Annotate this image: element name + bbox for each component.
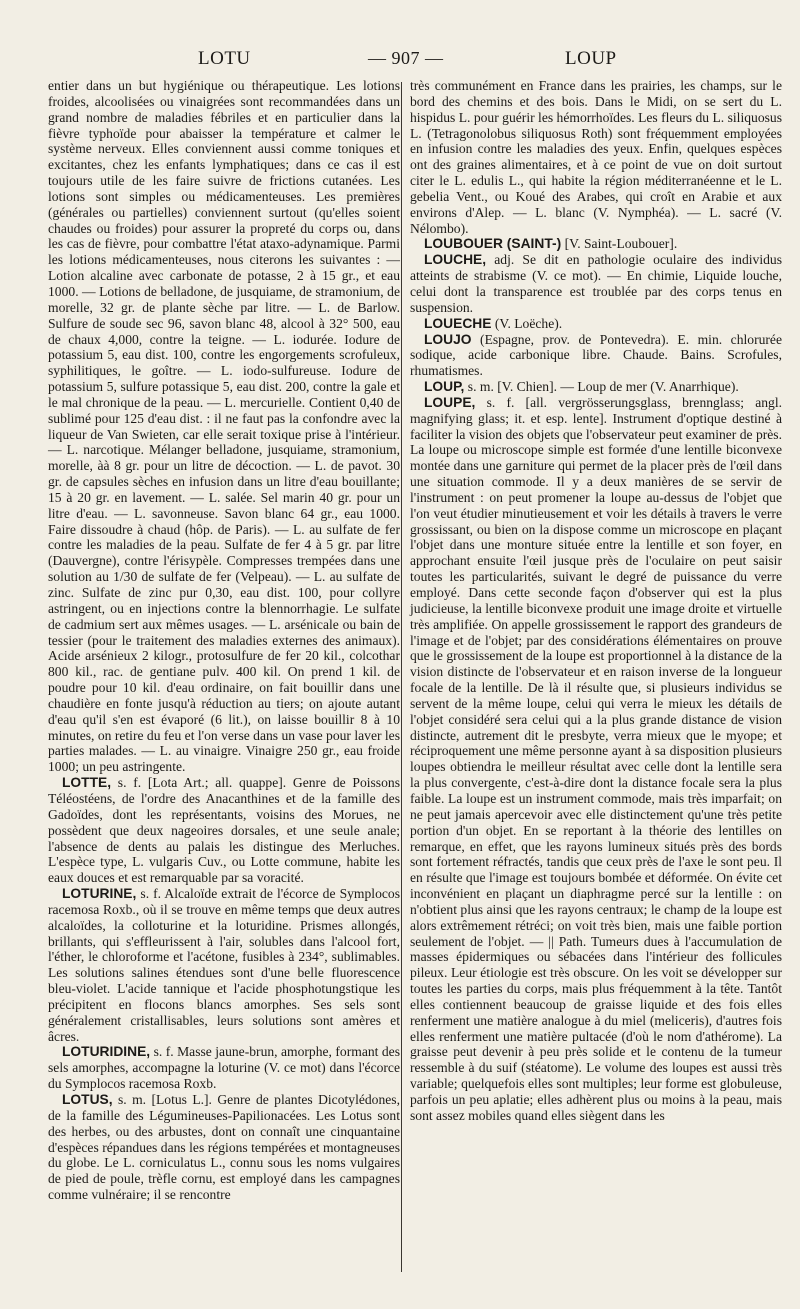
header-left-guideword: LOTU [198,48,251,69]
right-column [410,78,782,1124]
entry-body-loubouer: [V. Saint-Loubouer]. [561,236,678,252]
entry-body-loueche: (V. Loëche). [491,315,563,331]
entry-body-loturine: s. f. Alcaloïde extrait de l'écorce de Symplocos racemosa Roxb., où il se trouve en même temps que deux autres alcaloïdes, la colloturine et la loturidine. Prismes allongés, brillants, qui s'effleurissent à l'air, solubles dans l'alcool fort, l'éther, le chloroforme et l'acétone, fusibles à 234°, sublimables. Les solutions salines étendues sont d'une belle fluorescence bleu-violet. L'acide tannique et l'acide phosphotungstique les précipitent en flocons blancs amorphes. Ses sels sont généralement cristallisables, leurs solutions sont amères et âcres. [48,886,400,1044]
entry-body-loupe: s. f. [all. vergrösserungsglass, brennglass; angl. magnifying glass; it. et esp. lente]. Instrument d'optique destiné à faciliter la vision des objets que l'observateur peut examiner de près. La loupe ou microscope simple est formée d'une lentille biconvexe montée dans une garniture qui permet de la placer près de l'œil dans une situation commode. Il y a deux manières de se servir de l'instrument : on peut promener la loupe au-dessus de l'objet que l'on veut étudier minutieusement et voir les détails à travers le verre grossissant, ou bien on la dispose comme un microscope en plaçant l'objet dans une monture située entre la lentille et son foyer, en approchant ensuite l'œil jusque près de l'oculaire on peut saisir toutes les particularités, suivant le degré de puissance du verre employé. Dans cette seconde façon d'observer qui est la plus judicieuse, la lentille biconvexe produit une image droite et virtuelle très amplifiée. On appelle grossissement le rapport des grandeurs de l'image et de l'objet; par des considérations élémentaires on prouve que le grossissement de la loupe est proportionnel à la distance de la vision distincte de l'observateur et en raison inverse de la longueur focale de la lentille. De là il résulte que, si plusieurs individus se servent de la même loupe, celui qui verra le mieux les détails de l'objet considéré sera celui qui a la plus grande distance de vision distincte, autrement dit le presbyte, verra mieux que le myope; et réciproquement une même personne ayant à sa disposition plusieurs loupes obtiendra le meilleur résultat avec celle dont la lentille sera la plus convergente, c'est-à-dire dont la distance focale sera la plus faible. La loupe est un instrument commode, mais très imparfait; on ne peut jamais apercevoir avec elle distinctement qu'une très petite portion d'un objet. En se reportant à la théorie des lentilles on remarque, en effet, que les rayons lumineux situés près des bords sont fortement réfractés, tandis que ceux près de l'axe le sont peu. Il en résulte que l'image est toujours bombée et déformée. On évite cet inconvénient en plaçant un diaphragme percé sur la lentille : on n'obtient plus ainsi que les rayons centraux; le champ de la loupe est alors extrêmement rétréci; on voit très bien, mais une faible portion seulement de l'objet. — || Path. Tumeurs dues à l'accumulation de masses épidermiques ou sébacées dans l'intérieur des follicules pileux. Leur étiologie est très obscure. On les voit se développer sur toutes les parties du corps, mais plus fréquemment à la tête. Tantôt elles contiennent beaucoup de graisse liquide et des fois elles renferment une matière analogue à du miel (meliceris), d'autres fois elles renferment une matière pultacée (d'où le nom d'athérome). La graisse peut devenir à peu près solide et le contenu de la tumeur ressemble à du suif (stéatome). Le volume des loupes est aussi très variable; quelquefois elles sont multiples; leur forme est globuleuse, parfois un peu aplatie; elles adhèrent plus ou moins à la peau, mais sont assez mobiles quand elles siègent dans les [410,394,782,1123]
entry-head-loturine: LOTURINE, [62,886,137,902]
entry-head-loupe: LOUPE, [424,394,476,410]
entry-loueche [410,316,782,332]
column-divider [401,82,402,1272]
entry-head-loujo: LOUJO [424,331,472,347]
lotus-continuation: très communément en France dans les prairies, les champs, sur le bord des chemins et des bois. Dans le Midi, on se sert du L. hispidus L. pour guérir les hémorrhoïdes. Les fleurs du L. siliquosus L. (Tetragonolobus siliquosus Roth) sont fréquemment employées en infusion contre les maladies des yeux. Enfin, quelques espèces ont des graines alimentaires, et à ce point de vue on doit surtout citer le L. edulis L., qui habite la région méditerranéenne et le L. gebelia Vent., ou Koué des Arabes, qui croît en Arabie et aux environs d'Alep. — L. blanc (V. Nymphéa). — L. sacré (V. Nélombo). [410,78,782,236]
entry-loup [410,379,782,395]
entry-head-loturidine: LOTURIDINE, [62,1044,151,1060]
entry-head-loubouer: LOUBOUER (SAINT-) [424,236,562,252]
entry-louche [410,252,782,315]
entry-loturidine [48,1044,400,1092]
left-column [48,78,400,1203]
entry-body-louche: adj. Se dit en pathologie oculaire des individus atteints de strabisme (V. ce mot). — En chimie, Liquide louche, celui dont la transparence est troublée par des corps tenus en suspension. [410,252,782,315]
entry-head-loueche: LOUECHE [424,315,492,331]
entry-head-louche: LOUCHE, [424,252,487,268]
entry-loturine [48,886,400,1044]
entry-loupe [410,395,782,1124]
entry-head-lotte: LOTTE, [62,775,112,791]
entry-body-loujo: (Espagne, prov. de Pontevedra). E. min. chlorurée sodique, acide carbonique libre. Chaude. Bains. Scrofules, rhumatismes. [410,331,782,379]
entry-lotte [48,775,400,886]
entry-head-loup: LOUP, [424,379,465,395]
entry-body-loturidine: s. f. Masse jaune-brun, amorphe, formant des sels amorphes, accompagne la loturine (V. ce mot) dans l'écorce du Symplocos racemosa Roxb. [48,1044,400,1092]
entry-head-lotus: LOTUS, [62,1092,113,1107]
entry-body-lotus: s. m. [Lotus L.]. Genre de plantes Dicotylédones, de la famille des Légumineuses-Papilionacées. Les Lotus sont des herbes, ou des arbustes, dont on connaît une cinquantaine d'espèces répandues dans les régions tempérées et montagneuses du globe. Le L. corniculatus L., connu sous les noms vulgaires de pied de poule, trèfle cornu, est employé dans les campagnes comme vulnéraire; il se rencontre [48,1092,400,1203]
entry-loujo [410,332,782,380]
entry-body-lotte: s. f. [Lota Art.; all. quappe]. Genre de Poissons Téléostéens, de l'ordre des Anacanthines et de la famille des Gadoïdes, dont les représentants, voisins des Morues, ne possèdent que deux nageoires dorsales, et une seule anale; l'absence de dents au palais les distingue des Merluches. L'espèce type, L. vulgaris Cuv., ou Lotte commune, habite les eaux douces et est remarquable par sa voracité. [48,775,400,886]
entry-body-loup: s. m. [V. Chien]. — Loup de mer (V. Anarrhique). [464,379,739,395]
page-number: — 907 — [368,48,444,68]
header-right-guideword: LOUP [565,48,617,69]
lotion-continuation: entier dans un but hygiénique ou thérapeutique. Les lotions froides, alcoolisées ou vinaigrées sont recommandées dans un grand nombre de maladies fébriles et en particulier dans la fièvre typhoïde pour abaisser la température et calmer le système nerveux. Elles conviennent aussi comme toniques et excitantes, chez les enfants lymphatiques; dans ce cas il est toujours utile de les faire suivre de frictions cutanées. Les lotions sont simples ou médicamenteuses. Les premières (générales ou partielles) conviennent surtout (qu'elles soient chaudes ou froides) pour assurer la propreté du corps ou, dans les cas de fièvre, pour combattre l'état ataxo-adynamique. Parmi les lotions médicamenteuses, nous citerons les suivantes : — Lotion alcaline avec carbonate de potasse, 2 à 15 gr., et eau 1000. — Lotions de belladone, de jusquiame, de stramonium, de morelle, 32 gr. de plante sèche par litre. — L. de Barlow. Sulfure de soude sec 96, savon blanc 48, alcool à 32° 500, eau de chaux 4,000, contre la teigne. — L. iodurée. Iodure de potassium 5, eau dist. 100, contre les engorgements scrofuleux, syphilitiques, le goître. — L. iodo-sulfureuse. Iodure de potassium 5, sulfure potassique 5, eau dist. 200, contre la gale et le mal chronique de la peau. — L. mercurielle. Contient 0,40 de sublimé pour 125 d'eau dist. : il ne faut pas la confondre avec la liqueur de Van Swieten, car elle serait toxique prise à l'intérieur. — L. narcotique. Mélanger belladone, jusquiame, stramonium, morelle, àà 8 gr. pour un litre de décoction. — L. de pavot. 30 gr. de capsules sèches en infusion dans un litre d'eau bouillante; 15 à 20 gr. en lavement. — L. salée. Sel marin 40 gr. pour un litre d'eau. — L. savonneuse. Savon blanc 64 gr., eau 1000. Faire dissoudre à chaud (hôp. de Paris). — L. au sulfate de fer contre les maladies de la peau. Sulfate de fer 4 à 5 gr. par litre (Dauvergne), contre l'érisypèle. Compresses trempées dans une solution au 1/30 de sulfate de fer (Velpeau). — L. au sulfate de zinc. Sulfate de zinc pur 0,30, eau dist. 100, pour collyre astringent, ou en injections contre la blennorrhagie. Le sulfate de cadmium sert aux mêmes usages. — L. arsénicale ou bain de tessier (pour le traitement des maladies externes des animaux). Acide arsénieux 2 kilogr., protosulfure de fer 20 kil., colcothar 800 kil., rac. de gentiane pulv. 400 kil. On prend 1 kil. de poudre pour 10 kil. d'eau ordinaire, on fait bouillir dans une chaudière en fonte jusqu'à réduction au tiers; on ajoute autant d'eau qu'il s'en est évaporé (6 lit.), on laisse bouillir 8 à 10 minutes, on retire du feu et l'on verse dans un vase pour laver les parties malades. — L. au vinaigre. Vinaigre 250 gr., eau froide 1000; un peu astringente. [48,78,401,775]
entry-lotus [48,1092,400,1203]
entry-loubouer [410,236,782,252]
running-header [0,48,800,78]
